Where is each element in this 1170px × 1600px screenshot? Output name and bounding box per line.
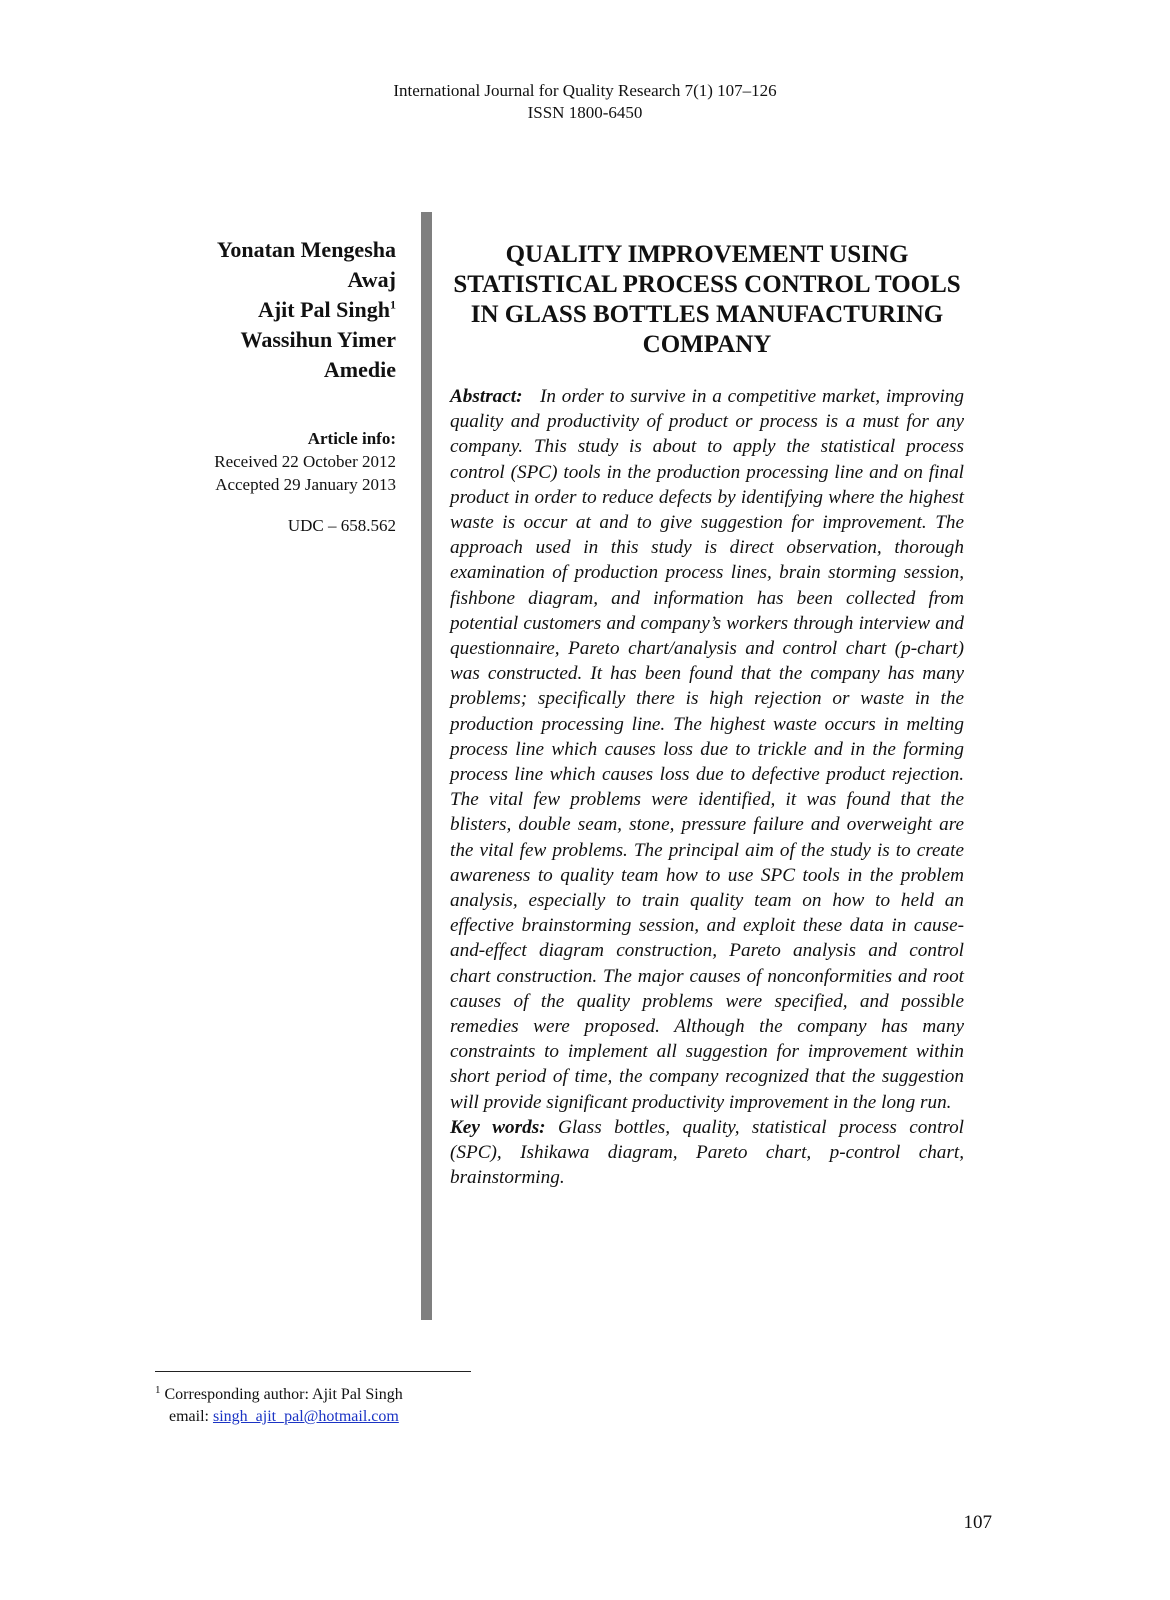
received-date: Received 22 October 2012	[214, 452, 396, 471]
abstract-text: In order to survive in a competitive market, improving quality and productivity of product or process is a must for any company. This study is about to apply the statistical process control (SPC) tools in the production processing line and on final product in order to reduce defects by identifying where the highest waste is occur at and to give suggestion for improvement. The approach used in this study is direct observation, thorough examination of production process lines, brain storming session, fishbone diagram, and information has been collected from potential customers and company’s workers through interview and questionnaire, Pareto chart/analysis and control chart (p-chart) was constructed. It has been found that the company has many problems; specifically there is high rejection or waste in the production processing line. The highest waste occurs in melting process line which causes loss due to trickle and in the forming process line which causes loss due to defective product rejection. The vital few problems were identified, it was found that the blisters, double seam, stone, pressure failure and overweight are the vital few problems. The principal aim of the study is to create awareness to quality team how to use SPC tools in the problem analysis, especially to train quality team on how to held an effective brainstorming session, and exploit these data in cause-and-effect diagram construction, Pareto analysis and control chart construction. The major causes of nonconformities and root causes of the quality problems were specified, and possible remedies were proposed. Although the company has many constraints to implement all suggestion for improvement within short period of time, the company recognized that the suggestion will provide significant productivity improvement in the long run.	[450, 386, 965, 1113]
author-name-line	[150, 295, 396, 325]
footnote-author-line	[155, 1384, 575, 1406]
title-line: IN GLASS BOTTLES MANUFACTURING	[470, 301, 944, 328]
paper-title	[438, 240, 976, 360]
footnote-email-line	[155, 1406, 575, 1428]
article-main-column	[450, 240, 964, 1191]
author-name-line: Wassihun Yimer	[240, 327, 396, 352]
author-name-line: Awaj	[347, 267, 396, 292]
vertical-divider	[421, 212, 432, 1320]
email-label: email:	[169, 1408, 209, 1425]
title-line: QUALITY IMPROVEMENT USING	[505, 241, 909, 268]
author-name-line: Yonatan Mengesha	[216, 237, 396, 262]
title-line: STATISTICAL PROCESS CONTROL TOOLS	[453, 271, 961, 298]
journal-header	[0, 80, 1170, 124]
author-name: Ajit Pal Singh	[257, 297, 390, 322]
footnote	[155, 1384, 575, 1428]
title-line: COMPANY	[642, 331, 772, 358]
footnote-number: 1	[155, 1383, 161, 1396]
keywords-text: Glass bottles, quality, statistical process control (SPC), Ishikawa diagram, Pareto chart, p-control chart, brainstorming.	[450, 1116, 965, 1189]
author-name-line: Amedie	[323, 357, 396, 382]
article-info-label: Article info:	[307, 429, 396, 448]
journal-citation: International Journal for Quality Research 7(1) 107–126	[393, 81, 777, 100]
page-number: 107	[963, 1512, 992, 1533]
journal-issn: ISSN 1800-6450	[527, 103, 643, 122]
abstract	[450, 384, 964, 1115]
keywords-label: Key words:	[450, 1116, 546, 1138]
footnote-separator	[155, 1371, 471, 1372]
corresponding-author: Corresponding author: Ajit Pal Singh	[164, 1386, 403, 1403]
accepted-date: Accepted 29 January 2013	[215, 475, 396, 494]
author-info-column	[150, 235, 396, 537]
author-list	[150, 235, 396, 385]
udc-code: UDC – 658.562	[287, 516, 396, 535]
footnote-marker: 1	[390, 297, 396, 312]
email-link[interactable]: singh_ajit_pal@hotmail.com	[212, 1408, 399, 1425]
abstract-label: Abstract:	[450, 386, 523, 407]
keywords	[450, 1115, 964, 1191]
article-info	[150, 427, 396, 496]
